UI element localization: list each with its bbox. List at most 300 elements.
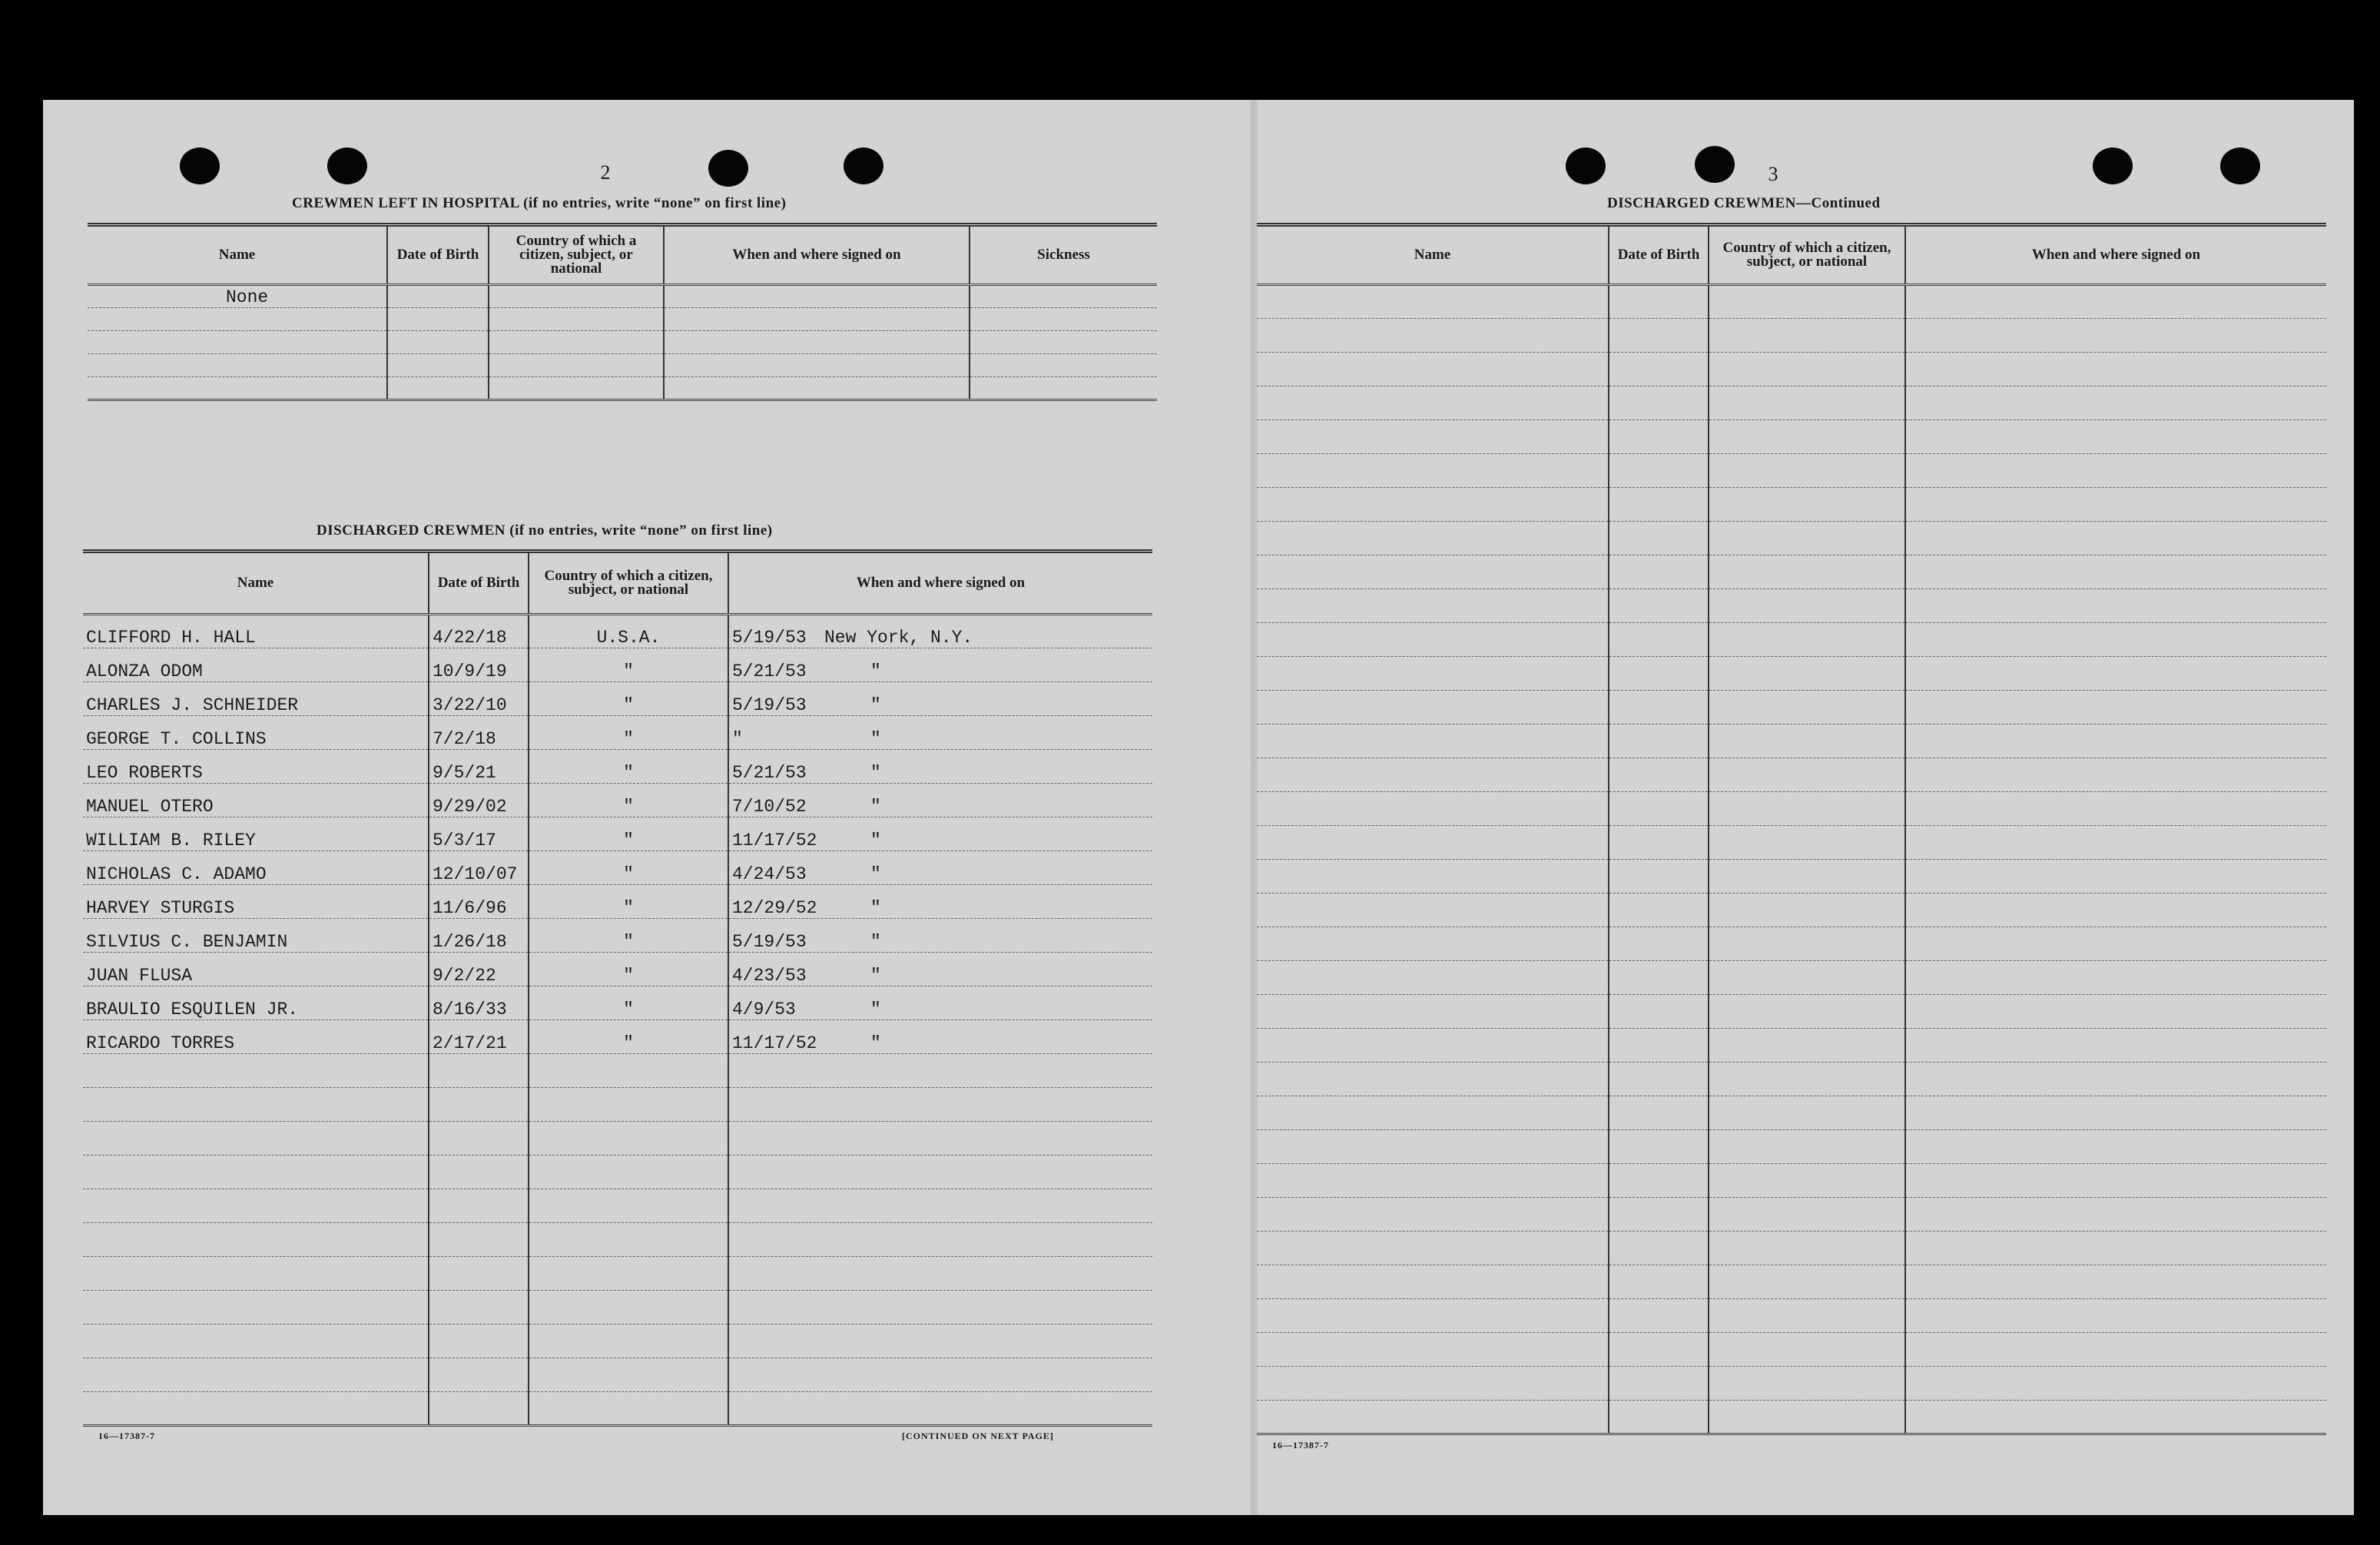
cell-name <box>1257 927 1609 961</box>
signed-on-date: 5/21/53 <box>732 763 807 783</box>
cell-date-of-birth <box>429 1122 529 1155</box>
cell-name <box>1257 1096 1609 1130</box>
blank-row <box>83 1223 1152 1257</box>
cell-date-of-birth: 9/5/21 <box>429 750 529 784</box>
signed-on-place: " <box>870 831 881 850</box>
form-number: 16—17387-7 <box>1272 1440 1329 1451</box>
cell-name <box>83 1223 429 1257</box>
cell-country: " <box>529 784 728 817</box>
cell-date-of-birth <box>1609 1299 1709 1333</box>
cell-name <box>1257 1333 1609 1367</box>
blank-row <box>83 1257 1152 1291</box>
cell-country <box>1709 386 1905 420</box>
header-name: Name <box>88 225 387 285</box>
cell-when-where <box>1905 657 2326 691</box>
signed-on-date: 4/9/53 <box>732 1000 796 1020</box>
header-when-where: When and where signed on <box>728 552 1152 615</box>
cell-date-of-birth <box>1609 555 1709 589</box>
header-when-where: When and where signed on <box>664 225 970 285</box>
cell-date-of-birth: 9/29/02 <box>429 784 529 817</box>
cell-name <box>1257 792 1609 826</box>
manifest-sheet <box>43 100 2354 1515</box>
cell-when-where <box>1905 420 2326 454</box>
blank-row <box>1257 454 2326 488</box>
cell-when-where <box>728 648 1152 682</box>
header-name: Name <box>83 552 429 615</box>
punch-hole <box>844 148 883 184</box>
cell-country <box>529 1291 728 1325</box>
cell-country <box>1709 1130 1905 1164</box>
cell-country <box>1709 353 1905 386</box>
cell-when-where <box>1905 1401 2326 1434</box>
cell-date-of-birth: 9/2/22 <box>429 953 529 986</box>
cell-country <box>1709 623 1905 657</box>
cell-when-where <box>1905 1063 2326 1096</box>
cell-country <box>1709 995 1905 1029</box>
cell-date-of-birth <box>1609 589 1709 623</box>
blank-row <box>1257 285 2326 319</box>
cell-country <box>1709 691 1905 724</box>
cell-country <box>1709 860 1905 894</box>
cell-name <box>1257 353 1609 386</box>
cell-name <box>1257 1265 1609 1299</box>
cell-when-where <box>728 716 1152 750</box>
blank-row <box>1257 386 2326 420</box>
cell-when-where <box>728 615 1152 648</box>
cell-name <box>1257 623 1609 657</box>
cell-date-of-birth <box>387 285 489 308</box>
signed-on-place: " <box>870 898 881 918</box>
blank-row <box>1257 488 2326 522</box>
signed-on-place: New York, N.Y. <box>824 628 973 648</box>
blank-row <box>1257 1299 2326 1333</box>
blank-row <box>1257 724 2326 758</box>
blank-row <box>83 1358 1152 1392</box>
hospital-section-title: CREWMEN LEFT IN HOSPITAL (if no entries, write “none” on first line) <box>292 195 787 211</box>
blank-row <box>1257 522 2326 555</box>
cell-name <box>1257 894 1609 927</box>
cell-date-of-birth <box>1609 995 1709 1029</box>
cell-country: " <box>529 716 728 750</box>
cell-date-of-birth <box>1609 860 1709 894</box>
cell-when-where <box>728 1325 1152 1358</box>
cell-date-of-birth: 3/22/10 <box>429 682 529 716</box>
cell-when-where <box>1905 826 2326 860</box>
cell-name <box>1257 1198 1609 1232</box>
blank-row <box>1257 1029 2326 1063</box>
cell-when-where <box>1905 353 2326 386</box>
discharged-section-title: DISCHARGED CREWMEN (if no entries, write “none” on first line) <box>317 522 773 539</box>
cell-country <box>529 1189 728 1223</box>
blank-row <box>1257 1232 2326 1265</box>
cell-date-of-birth: 8/16/33 <box>429 986 529 1020</box>
cell-when-where <box>1905 488 2326 522</box>
cell-name: RICARDO TORRES <box>83 1020 429 1054</box>
signed-on-date: 4/23/53 <box>732 966 807 986</box>
cell-sickness <box>970 331 1157 354</box>
cell-date-of-birth: 12/10/07 <box>429 851 529 885</box>
cell-date-of-birth <box>1609 522 1709 555</box>
cell-when-where <box>1905 927 2326 961</box>
table-row <box>83 750 1152 784</box>
cell-name <box>83 1291 429 1325</box>
cell-date-of-birth <box>1609 927 1709 961</box>
cell-name <box>83 1392 429 1426</box>
table-row <box>83 682 1152 716</box>
cell-when-where <box>1905 1198 2326 1232</box>
cell-name <box>1257 1029 1609 1063</box>
punch-hole <box>1695 146 1735 183</box>
table-row <box>88 354 1157 377</box>
cell-date-of-birth <box>1609 1063 1709 1096</box>
cell-date-of-birth: 1/26/18 <box>429 919 529 953</box>
cell-name <box>1257 589 1609 623</box>
cell-country <box>1709 724 1905 758</box>
blank-row <box>83 1325 1152 1358</box>
cell-name <box>1257 691 1609 724</box>
cell-date-of-birth: 11/6/96 <box>429 885 529 919</box>
form-number: 16—17387-7 <box>98 1431 155 1441</box>
cell-when-where <box>664 354 970 377</box>
cell-country <box>1709 657 1905 691</box>
cell-when-where <box>1905 555 2326 589</box>
cell-country <box>1709 1299 1905 1333</box>
cell-country <box>1709 961 1905 995</box>
cell-country <box>529 1223 728 1257</box>
cell-country <box>529 1122 728 1155</box>
cell-name <box>1257 1232 1609 1265</box>
cell-country: " <box>529 851 728 885</box>
blank-row <box>1257 657 2326 691</box>
punch-hole <box>2093 148 2133 184</box>
cell-name: WILLIAM B. RILEY <box>83 817 429 851</box>
cell-when-where <box>1905 1029 2326 1063</box>
discharged-header-row <box>83 552 1152 615</box>
blank-row <box>83 1291 1152 1325</box>
cell-when-where <box>728 885 1152 919</box>
cell-when-where <box>728 682 1152 716</box>
table-row <box>83 953 1152 986</box>
cell-date-of-birth <box>1609 1164 1709 1198</box>
cell-date-of-birth <box>429 1291 529 1325</box>
cell-country <box>489 285 664 308</box>
signed-on-date: 5/21/53 <box>732 661 807 681</box>
header-name: Name <box>1257 225 1609 285</box>
cell-date-of-birth <box>1609 623 1709 657</box>
blank-row <box>1257 826 2326 860</box>
cell-name <box>1257 1063 1609 1096</box>
cell-country: " <box>529 919 728 953</box>
blank-row <box>83 1122 1152 1155</box>
cell-name <box>1257 285 1609 319</box>
blank-row <box>83 1155 1152 1189</box>
cell-date-of-birth <box>1609 1130 1709 1164</box>
cell-country <box>1709 420 1905 454</box>
cell-when-where <box>1905 894 2326 927</box>
cell-when-where <box>1905 522 2326 555</box>
blank-row <box>83 1054 1152 1088</box>
blank-row <box>1257 1401 2326 1434</box>
cell-country: " <box>529 817 728 851</box>
cell-date-of-birth <box>1609 1367 1709 1401</box>
cell-name <box>88 308 387 331</box>
cell-date-of-birth <box>1609 894 1709 927</box>
cell-when-where <box>1905 1096 2326 1130</box>
cell-country <box>1709 1367 1905 1401</box>
signed-on-date: 4/24/53 <box>732 864 807 884</box>
cell-when-where <box>664 331 970 354</box>
table-row <box>83 851 1152 885</box>
cell-when-where <box>728 1291 1152 1325</box>
cell-when-where <box>1905 285 2326 319</box>
cell-country <box>1709 285 1905 319</box>
cell-when-where <box>728 953 1152 986</box>
cell-name <box>1257 995 1609 1029</box>
cell-country <box>1709 319 1905 353</box>
cell-name <box>1257 758 1609 792</box>
cell-when-where <box>1905 1164 2326 1198</box>
cell-date-of-birth <box>1609 758 1709 792</box>
cell-when-where <box>664 285 970 308</box>
cell-name <box>1257 1299 1609 1333</box>
blank-row <box>1257 420 2326 454</box>
table-row <box>83 648 1152 682</box>
cell-date-of-birth <box>429 1358 529 1392</box>
cell-country <box>529 1155 728 1189</box>
table-row <box>88 308 1157 331</box>
punch-hole <box>1566 148 1606 184</box>
cell-date-of-birth <box>429 1155 529 1189</box>
cell-date-of-birth <box>1609 353 1709 386</box>
cell-country <box>1709 488 1905 522</box>
signed-on-date: 7/10/52 <box>732 797 807 817</box>
cell-date-of-birth <box>1609 1265 1709 1299</box>
cell-when-where <box>1905 1232 2326 1265</box>
page-number: 2 <box>600 161 611 184</box>
blank-row <box>1257 1164 2326 1198</box>
cell-when-where <box>1905 589 2326 623</box>
cell-when-where <box>728 1392 1152 1426</box>
table-row <box>88 331 1157 354</box>
header-when-where: When and where signed on <box>1905 225 2326 285</box>
cell-sickness <box>970 354 1157 377</box>
cell-when-where <box>1905 758 2326 792</box>
cell-country: " <box>529 986 728 1020</box>
header-date-of-birth: Date of Birth <box>429 552 529 615</box>
signed-on-date: 11/17/52 <box>732 1033 817 1053</box>
header-date-of-birth: Date of Birth <box>387 225 489 285</box>
table-row <box>88 285 1157 308</box>
cell-name <box>83 1122 429 1155</box>
cell-name: JUAN FLUSA <box>83 953 429 986</box>
cell-date-of-birth <box>429 1223 529 1257</box>
cell-date-of-birth <box>1609 691 1709 724</box>
cell-date-of-birth <box>1609 454 1709 488</box>
cell-date-of-birth <box>1609 1029 1709 1063</box>
header-date-of-birth: Date of Birth <box>1609 225 1709 285</box>
cell-name <box>83 1155 429 1189</box>
cell-date-of-birth <box>1609 961 1709 995</box>
blank-row <box>1257 894 2326 927</box>
cell-when-where <box>728 750 1152 784</box>
blank-row <box>1257 1333 2326 1367</box>
blank-row <box>1257 995 2326 1029</box>
cell-when-where <box>728 1088 1152 1122</box>
cell-country: " <box>529 750 728 784</box>
cell-sickness <box>970 377 1157 400</box>
cell-date-of-birth: 5/3/17 <box>429 817 529 851</box>
cell-country <box>1709 555 1905 589</box>
blank-row <box>1257 792 2326 826</box>
continued-note: [CONTINUED ON NEXT PAGE] <box>902 1431 1054 1441</box>
cell-date-of-birth <box>1609 724 1709 758</box>
signed-on-place: " <box>870 729 881 749</box>
cell-when-where <box>728 1358 1152 1392</box>
header-country: Country of which a citizen, subject, or national <box>489 225 664 285</box>
header-country: Country of which a citizen, subject, or national <box>1709 225 1905 285</box>
blank-row <box>1257 319 2326 353</box>
cell-date-of-birth <box>1609 319 1709 353</box>
cell-when-where <box>728 1155 1152 1189</box>
discharged-table <box>83 549 1152 1427</box>
cell-name <box>1257 319 1609 353</box>
cell-name: NICHOLAS C. ADAMO <box>83 851 429 885</box>
blank-row <box>1257 691 2326 724</box>
cell-country <box>1709 1232 1905 1265</box>
cell-name <box>1257 657 1609 691</box>
signed-on-place: " <box>870 695 881 715</box>
blank-row <box>1257 961 2326 995</box>
cell-country: " <box>529 953 728 986</box>
table-row <box>83 885 1152 919</box>
cell-country <box>1709 792 1905 826</box>
cell-country <box>1709 1198 1905 1232</box>
cell-when-where <box>1905 724 2326 758</box>
cell-country: " <box>529 885 728 919</box>
cell-country <box>1709 894 1905 927</box>
table-row <box>83 1020 1152 1054</box>
blank-row <box>1257 1265 2326 1299</box>
cell-when-where <box>664 308 970 331</box>
signed-on-date: 11/17/52 <box>732 831 817 850</box>
signed-on-date: 5/19/53 <box>732 695 807 715</box>
cell-country <box>1709 1096 1905 1130</box>
punch-hole <box>708 150 748 187</box>
hospital-table <box>88 223 1157 401</box>
cell-name <box>1257 1130 1609 1164</box>
cell-name <box>88 354 387 377</box>
cell-name: CHARLES J. SCHNEIDER <box>83 682 429 716</box>
cell-when-where <box>1905 1299 2326 1333</box>
discharged-continued-title: DISCHARGED CREWMEN—Continued <box>1607 195 1881 211</box>
signed-on-place: " <box>870 763 881 783</box>
page-number: 3 <box>1768 163 1778 185</box>
cell-name: MANUEL OTERO <box>83 784 429 817</box>
cell-when-where <box>1905 1130 2326 1164</box>
cell-country <box>1709 1333 1905 1367</box>
cell-date-of-birth: 4/22/18 <box>429 615 529 648</box>
cell-country <box>1709 758 1905 792</box>
cell-sickness <box>970 285 1157 308</box>
cell-when-where <box>728 1020 1152 1054</box>
signed-on-date: 12/29/52 <box>732 898 817 918</box>
cell-name: None <box>88 285 387 308</box>
signed-on-place: " <box>870 661 881 681</box>
cell-name <box>1257 555 1609 589</box>
cell-date-of-birth <box>429 1088 529 1122</box>
cell-country <box>1709 1265 1905 1299</box>
cell-name: CLIFFORD H. HALL <box>83 615 429 648</box>
cell-when-where <box>1905 623 2326 657</box>
cell-date-of-birth <box>429 1054 529 1088</box>
cell-date-of-birth: 7/2/18 <box>429 716 529 750</box>
cell-when-where <box>728 1054 1152 1088</box>
blank-row <box>1257 1367 2326 1401</box>
table-row <box>88 377 1157 400</box>
blank-row <box>1257 589 2326 623</box>
cell-date-of-birth <box>1609 420 1709 454</box>
signed-on-place: " <box>870 1033 881 1053</box>
signed-on-date: " <box>732 729 743 749</box>
signed-on-place: " <box>870 797 881 817</box>
blank-row <box>1257 927 2326 961</box>
cell-when-where <box>728 1257 1152 1291</box>
blank-row <box>1257 555 2326 589</box>
cell-when-where <box>1905 1333 2326 1367</box>
cell-date-of-birth <box>1609 1333 1709 1367</box>
cell-name <box>83 1189 429 1223</box>
cell-when-where <box>1905 1367 2326 1401</box>
blank-row <box>1257 1096 2326 1130</box>
cell-date-of-birth <box>387 331 489 354</box>
cell-date-of-birth <box>1609 657 1709 691</box>
cell-name <box>1257 454 1609 488</box>
cell-country: " <box>529 682 728 716</box>
cell-name: ALONZA ODOM <box>83 648 429 682</box>
cell-date-of-birth <box>1609 1232 1709 1265</box>
cell-when-where <box>728 919 1152 953</box>
signed-on-date: 5/19/53 <box>732 628 807 648</box>
cell-country <box>1709 522 1905 555</box>
cell-date-of-birth <box>429 1325 529 1358</box>
cell-date-of-birth <box>1609 1198 1709 1232</box>
cell-name: GEORGE T. COLLINS <box>83 716 429 750</box>
signed-on-place: " <box>870 966 881 986</box>
cell-country <box>1709 454 1905 488</box>
blank-row <box>1257 623 2326 657</box>
right-header-row <box>1257 225 2326 285</box>
cell-name <box>1257 961 1609 995</box>
cell-name <box>83 1257 429 1291</box>
cell-country: " <box>529 648 728 682</box>
cell-country <box>529 1088 728 1122</box>
cell-name <box>88 331 387 354</box>
cell-country <box>489 354 664 377</box>
table-row <box>83 784 1152 817</box>
cell-country <box>1709 1401 1905 1434</box>
cell-when-where <box>1905 691 2326 724</box>
cell-country <box>529 1257 728 1291</box>
cell-name <box>1257 1367 1609 1401</box>
cell-sickness <box>970 308 1157 331</box>
punch-hole <box>2220 148 2260 184</box>
table-row <box>83 817 1152 851</box>
cell-date-of-birth <box>1609 386 1709 420</box>
cell-when-where <box>728 784 1152 817</box>
cell-when-where <box>728 851 1152 885</box>
cell-country <box>1709 1063 1905 1096</box>
cell-name: LEO ROBERTS <box>83 750 429 784</box>
